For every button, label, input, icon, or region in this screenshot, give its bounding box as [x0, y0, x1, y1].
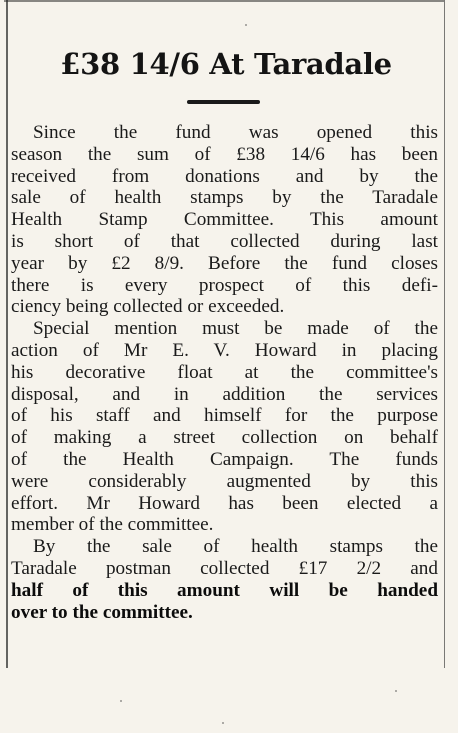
- paragraph-1-line: there is every prospect of this defi-: [11, 274, 438, 296]
- print-speck: [395, 690, 397, 692]
- paragraph-3-line: over to the committee.: [11, 601, 193, 623]
- paragraph-2-line: of making a street collection on behalf: [11, 427, 438, 449]
- paragraph-2-line: were considerably augmented by this: [11, 470, 438, 492]
- paragraph-2-line: Special mention must be made of the: [33, 318, 438, 340]
- paragraph-1-line: received from donations and by the: [11, 165, 438, 187]
- paragraph-2-line: member of the committee.: [11, 514, 214, 536]
- paragraph-2-line: disposal, and in addition the services: [11, 383, 438, 405]
- paragraph-1-line: ciency being collected or exceeded.: [11, 296, 285, 318]
- paragraph-1-line: sale of health stamps by the Taradale: [11, 187, 438, 209]
- paragraph-1-line: Health Stamp Committee. This amount: [11, 209, 438, 231]
- paragraph-2-line: action of Mr E. V. Howard in placing: [11, 339, 438, 361]
- paragraph-3-line: By the sale of health stamps the: [33, 536, 438, 558]
- paragraph-2-line: of the Health Campaign. The funds: [11, 448, 438, 470]
- paragraph-1-line: season the sum of £38 14/6 has been: [11, 143, 438, 165]
- print-speck: [120, 700, 122, 702]
- column-left-rule: [6, 0, 8, 668]
- paragraph-3-line: Taradale postman collected £17 2/2 and: [11, 557, 438, 579]
- article-headline: £38 14/6 At Taradale: [60, 47, 392, 81]
- paragraph-2-line: of his staff and himself for the purpose: [11, 405, 438, 427]
- column-right-rule: [444, 0, 445, 668]
- paragraph-3-line: half of this amount will be handed: [11, 579, 438, 601]
- paragraph-1-line: Since the fund was opened this: [33, 122, 438, 143]
- print-speck: [222, 722, 224, 724]
- paragraph-2-line: his decorative float at the committee's: [11, 361, 438, 383]
- paragraph-1-line: is short of that collected during last: [11, 230, 438, 252]
- paragraph-2-line: effort. Mr Howard has been elected a: [11, 492, 438, 514]
- article-body: [11, 122, 438, 623]
- paragraph-1-line: year by £2 8/9. Before the fund closes: [11, 252, 438, 274]
- headline-divider: [187, 100, 260, 104]
- column-top-rule: [4, 0, 444, 2]
- print-speck: [245, 24, 247, 26]
